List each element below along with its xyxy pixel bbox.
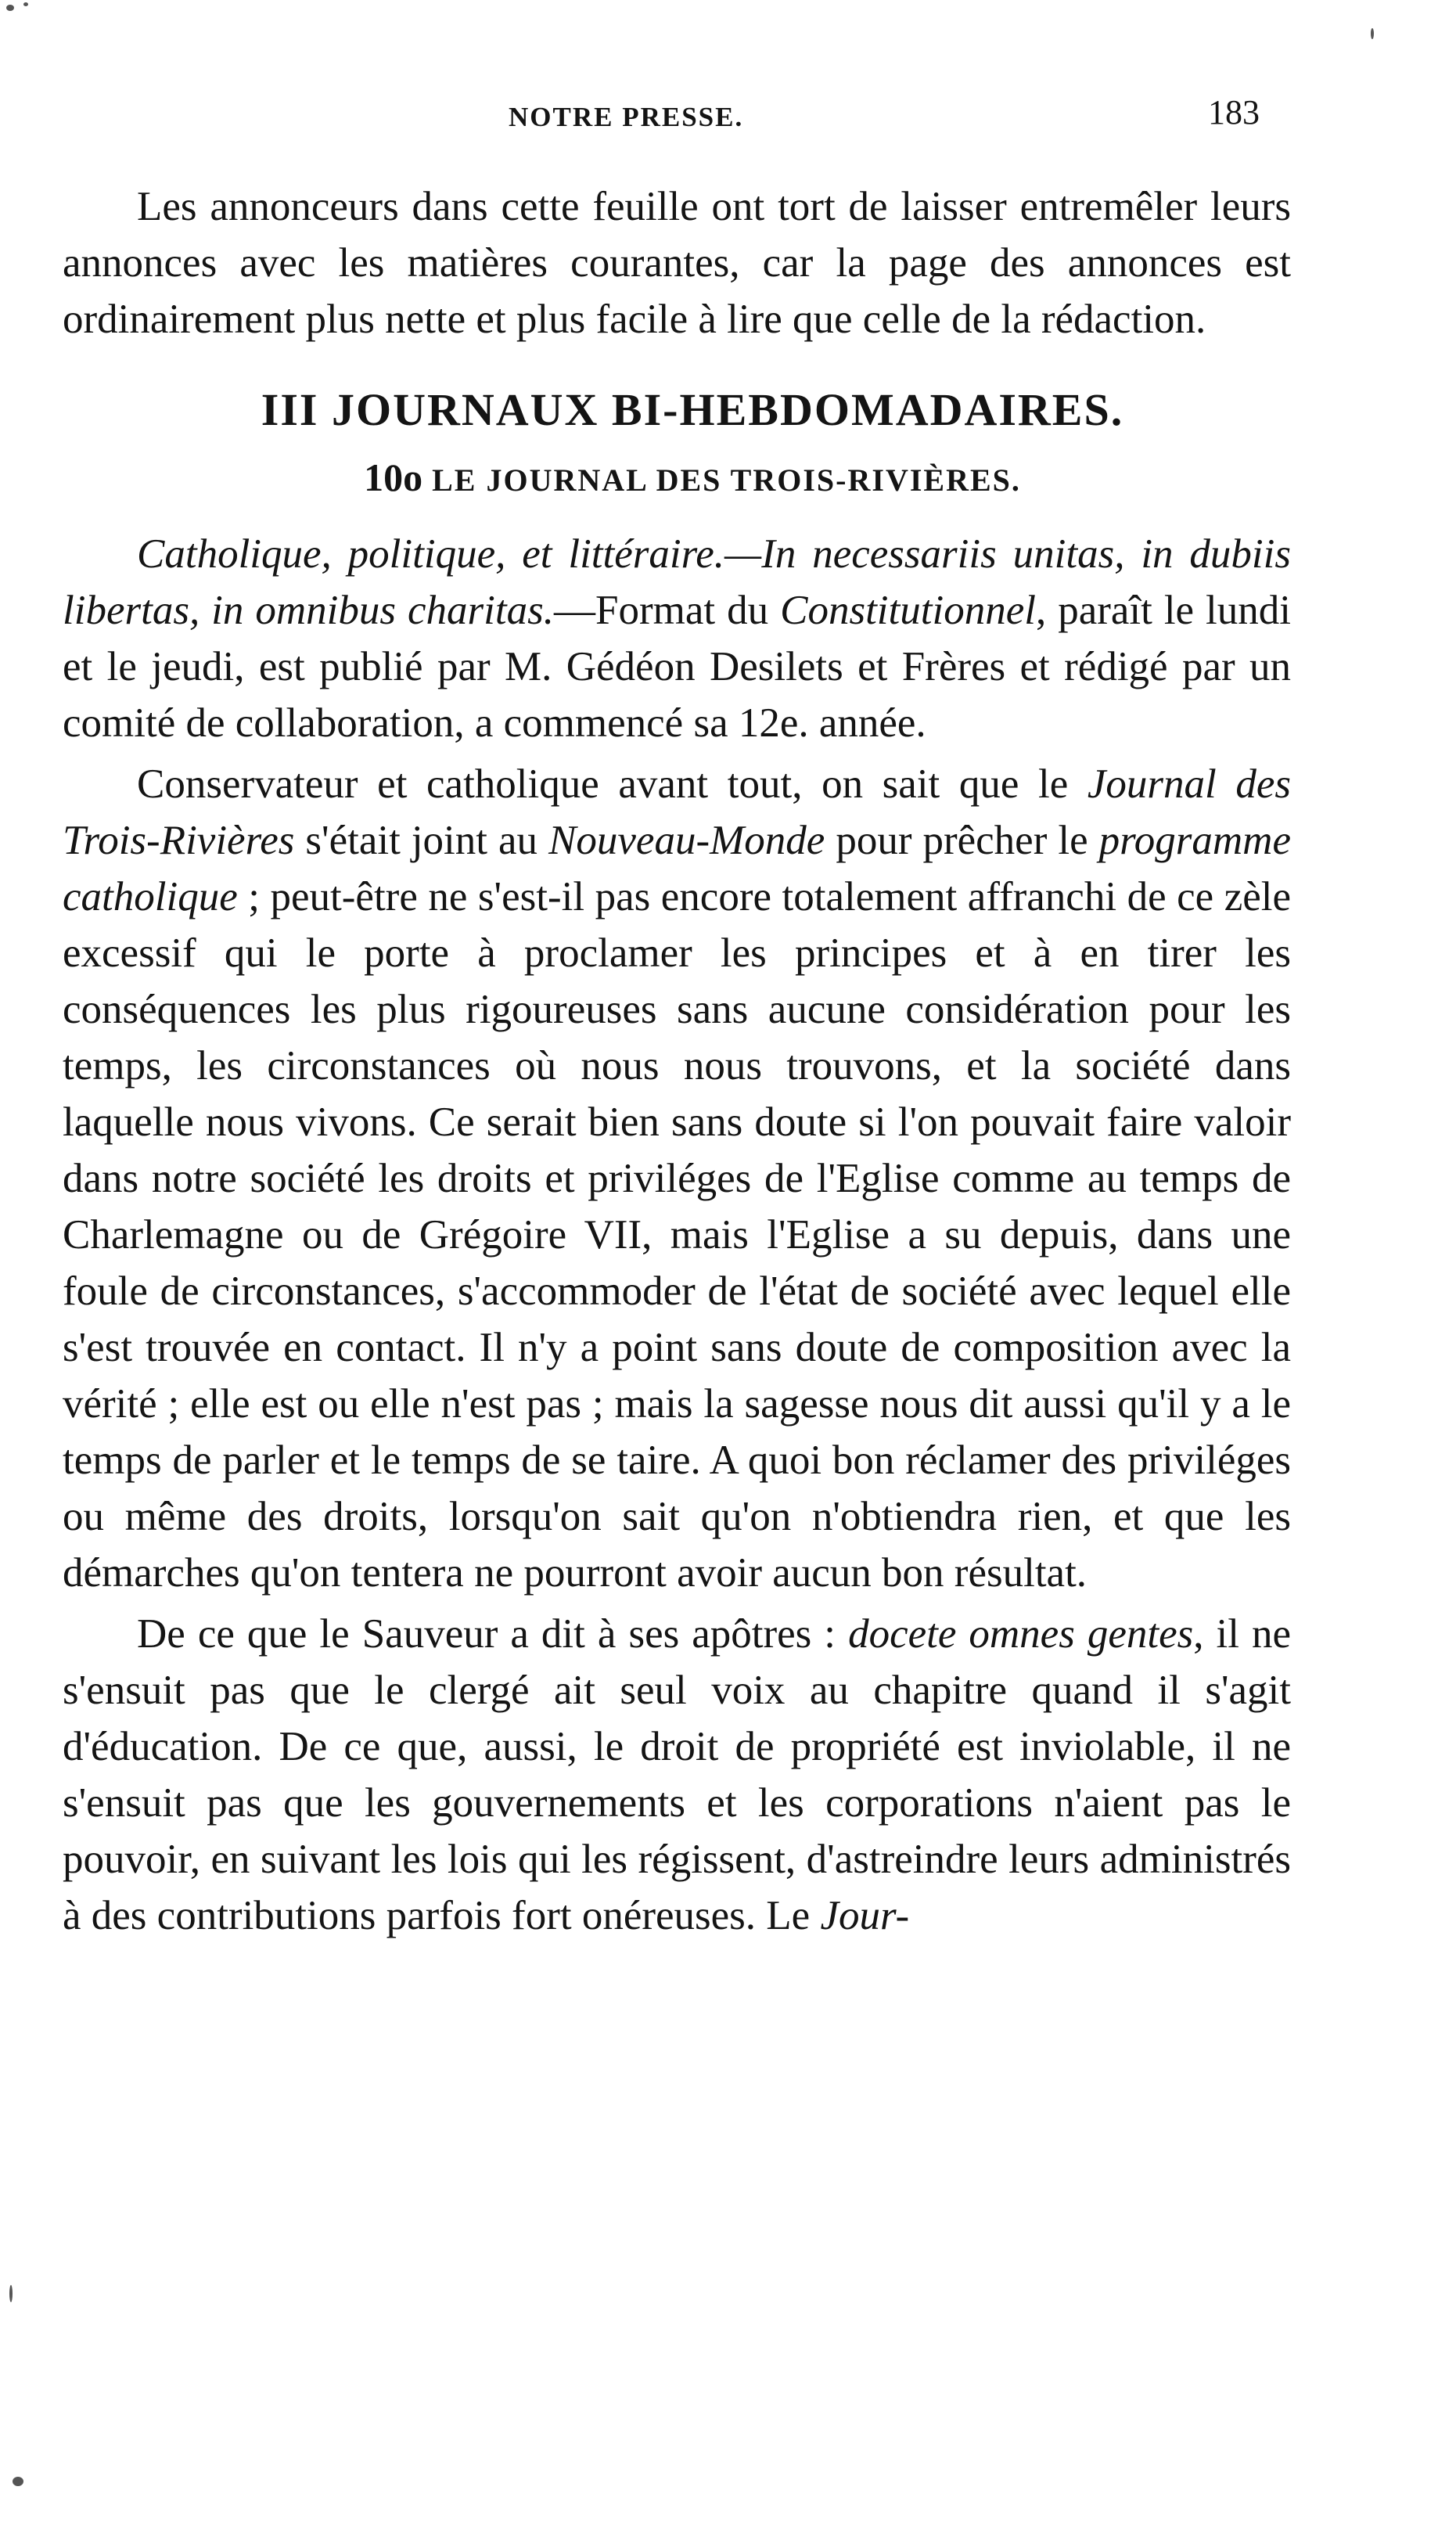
sub-heading-number: 10o bbox=[364, 455, 423, 499]
page-speck bbox=[13, 2477, 23, 2486]
paragraph-text: , il ne s'ensuit pas que le clergé ait seul voix au chapitre quand il s'agit d'éducation. De ce que, aussi, le droit de propriété est inviolable, il ne s'ensuit pas que les gouvernements et les corporations n'aient pas le pouvoir, en suivant les lois qui les régissent, d'astreindre leurs administrés à des contributions parfois fort onéreuses. Le bbox=[63, 1611, 1292, 1938]
section-heading: III JOURNAUX BI-HEBDOMADAIRES. bbox=[261, 384, 1124, 435]
sub-heading bbox=[63, 449, 1291, 509]
paragraph-journal-description bbox=[63, 526, 1291, 751]
page-speck bbox=[1371, 28, 1374, 39]
paragraph-conservative bbox=[63, 756, 1291, 1601]
paragraph-text: pour prêcher le bbox=[836, 818, 1088, 863]
paragraph-text: Conservateur et catholique avant tout, on sait que le bbox=[137, 761, 1069, 807]
paragraph-text: ; peut-être ne s'est-il pas encore totalement affranchi de ce zèle excessif qui le porte à proclamer les principes et à en tirer les conséquences les plus rigoureuses sans aucune considération pour les temps, les circonstances où nous nous trouvons, et la société dans laquelle nous vivons. Ce serait bien sans doute si l'on pouvait faire valoir dans notre société les droits et priviléges de l'Eglise comme au temps de Charlemagne ou de Grégoire VII, mais l'Eglise a su depuis, dans une foule de circonstances, s'accommoder de l'état de société avec lequel elle s'est trouvée en contact. Il n'y a point sans doute de composition avec la vérité ; elle est ou elle n'est pas ; mais la sagesse nous dit aussi qu'il y a le temps de parler et le temps de se taire. A quoi bon réclamer des priviléges ou même des droits, lorsqu'on sait qu'on n'obtiendra rien, et que les démarches qu'on tentera ne pourront avoir aucun bon résultat. bbox=[63, 874, 1291, 1596]
paragraph-text: s'était joint au bbox=[305, 818, 538, 863]
text-block bbox=[63, 178, 1291, 1944]
running-head bbox=[141, 92, 1260, 155]
page-speck bbox=[23, 2, 28, 6]
sub-heading-title: LE JOURNAL DES TROIS-RIVIÈRES. bbox=[432, 462, 1021, 498]
paragraph-text: —Format du bbox=[554, 588, 769, 633]
format-name: Constitutionnel bbox=[780, 588, 1036, 633]
other-journal-name: Nouveau-Monde bbox=[548, 818, 825, 863]
journal-name: Journal des Trois-Rivières bbox=[63, 761, 1292, 863]
continued-word: Jour- bbox=[820, 1893, 910, 1938]
paragraph-advertisers bbox=[63, 178, 1291, 347]
page-speck bbox=[6, 5, 14, 11]
page-number: 183 bbox=[1208, 93, 1260, 131]
paragraph-text: Les annonceurs dans cette feuille ont tort de laisser entremêler leurs annonces avec les matières courantes, car la page des annonces est ordinairement plus nette et plus facile à lire que celle de la rédaction. bbox=[63, 184, 1291, 342]
page-speck bbox=[9, 2285, 13, 2302]
journal-motto: Catholique, politique, et littéraire.—In necessariis unitas, in dubiis libertas, in omnibus charitas. bbox=[63, 531, 1291, 633]
running-title: NOTRE PRESSE. bbox=[509, 102, 744, 132]
paragraph-text: De ce que le Sauveur a dit à ses apôtres : bbox=[137, 1611, 836, 1657]
paragraph-saviour bbox=[63, 1606, 1291, 1944]
programme-name: programme catholique bbox=[63, 818, 1291, 919]
paragraph-text: , paraît le lundi et le jeudi, est publié par M. Gédéon Desilets et Frères et rédigé par un comité de collaboration, a commencé sa 12e. année. bbox=[63, 588, 1292, 746]
latin-quote: docete omnes gentes bbox=[848, 1611, 1194, 1657]
